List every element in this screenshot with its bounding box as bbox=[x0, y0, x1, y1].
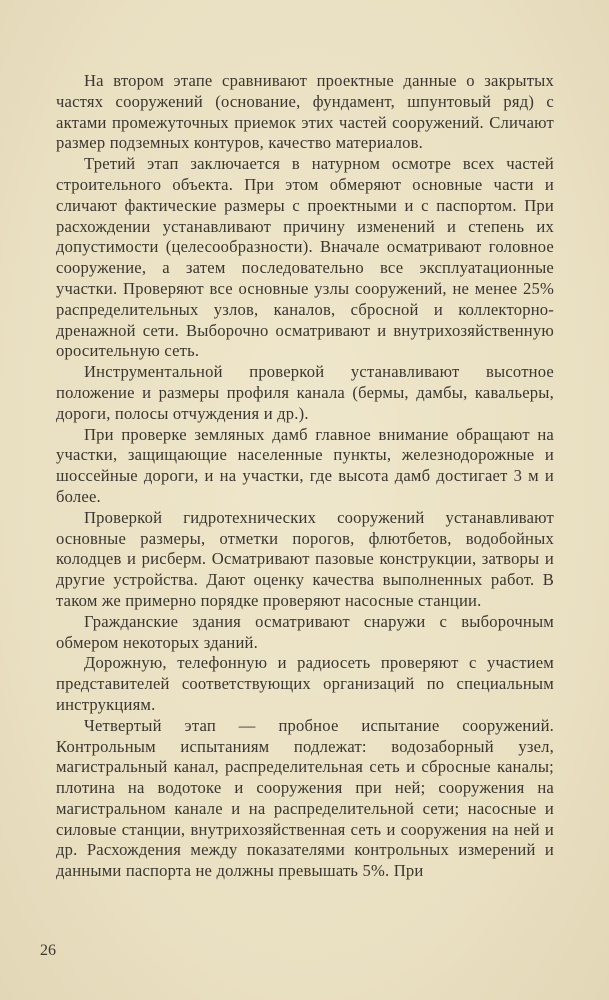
paragraph-fourth-stage: Четвертый этап — пробное испытание сооружений. Контрольным испытаниям подлежат: водозаборный узел, магистральный канал, распределительная сеть и сбросные каналы; плотина на водотоке и сооружения при ней; сооружения на магистральном канале и на распределительной сети; насосные и силовые станции, внутрихозяйственная сеть и сооружения на ней и др. Расхождения между показателями контрольных измерений и данными паспорта не должны превышать 5%. При bbox=[56, 715, 554, 881]
paragraph-hydraulic-structures: Проверкой гидротехнических сооружений устанавливают основные размеры, отметки порогов, флютбетов, водобойных колодцев и рисберм. Осматривают пазовые конструкции, затворы и другие устройства. Дают оценку качества выполненных работ. В таком же примерно порядке проверяют насосные станции. bbox=[56, 507, 554, 610]
paragraph-instrumental-check: Инструментальной проверкой устанавливают высотное положение и размеры профиля канала (бермы, дамбы, кавальеры, дороги, полосы отчуждения и др.). bbox=[56, 362, 554, 423]
paragraph-civil-buildings: Гражданские здания осматривают снаружи с выборочным обмером некоторых зданий. bbox=[56, 611, 554, 652]
paragraph-second-stage: На втором этапе сравнивают проектные данные о закрытых частях сооружений (основание, фундамент, шпунтовый ряд) с актами промежуточных приемок этих частей сооружений. Сличают размер подземных контуров, качество материалов. bbox=[56, 71, 554, 153]
paragraph-road-phone-radio: Дорожную, телефонную и радиосеть проверяют с участием представителей соответствующих организаций по специальным инструкциям. bbox=[56, 653, 554, 714]
paragraph-earth-dams: При проверке земляных дамб главное внимание обращают на участки, защищающие населенные пункты, железнодорожные и шоссейные дороги, и на участки, где высота дамб достигает 3 м и более. bbox=[56, 424, 554, 506]
page-number: 26 bbox=[40, 942, 56, 959]
paragraph-third-stage: Третий этап заключается в натурном осмотре всех частей строительного объекта. При этом обмеряют основные части и сличают фактические размеры с проектными и с паспортом. При расхождении устанавливают причину изменений и степень их допустимости (целесообразности). Вначале осматривают головное сооружение, а затем последовательно все эксплуатационные участки. Проверяют все основные узлы сооружений, не менее 25% распределительных узлов, каналов, сбросной и коллекторно-дренажной сети. Выборочно осматривают и внутрихозяйственную оросительную сеть. bbox=[56, 154, 554, 361]
body-text bbox=[56, 71, 554, 882]
